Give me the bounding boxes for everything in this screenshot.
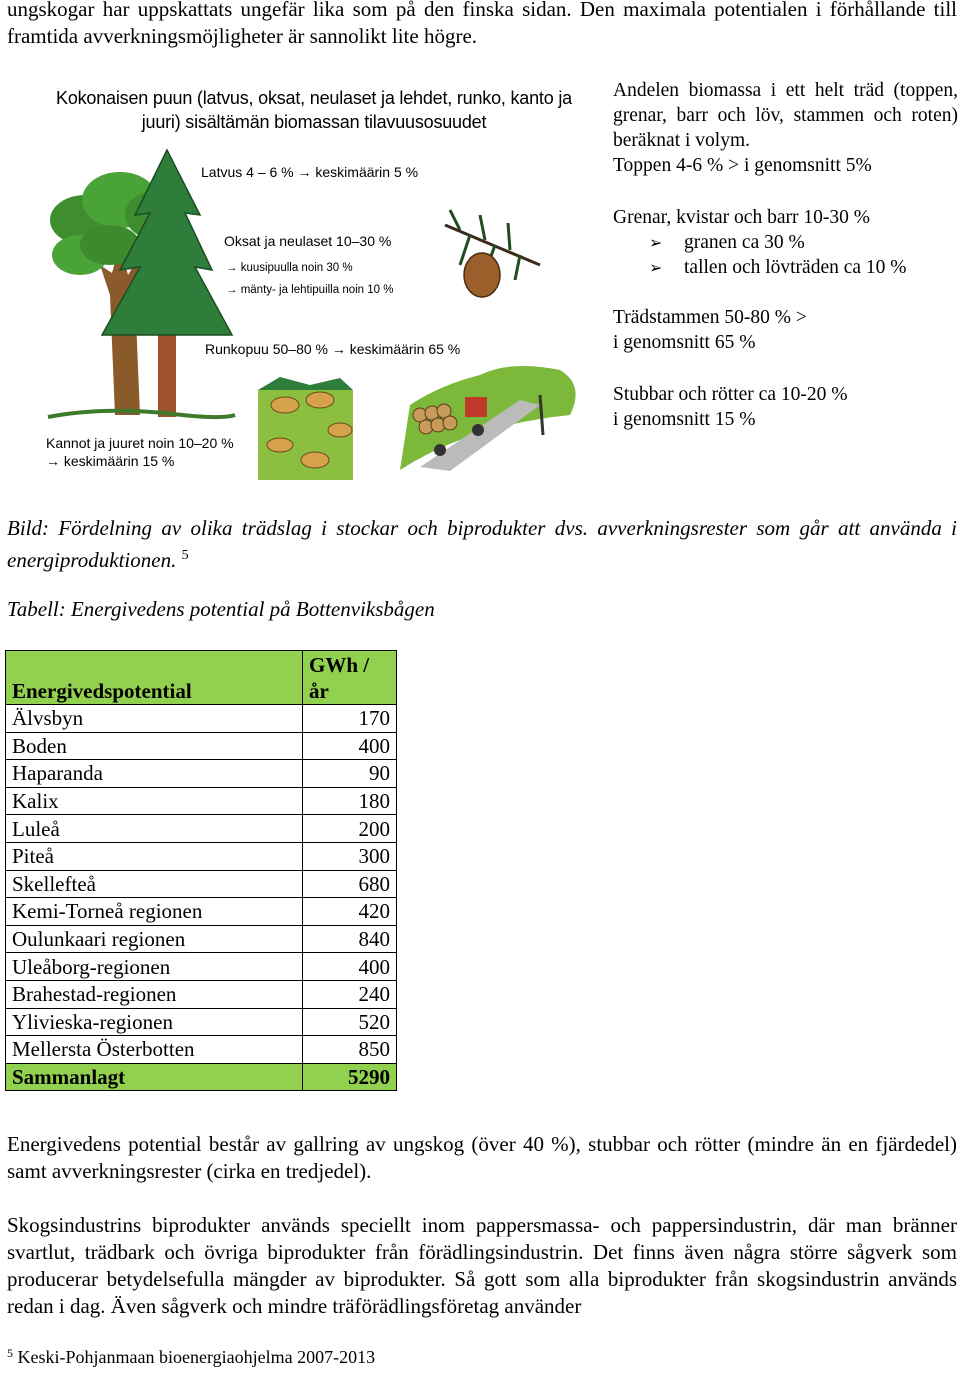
gwh-cell: 200 xyxy=(303,815,397,843)
region-cell: Kalix xyxy=(6,787,303,815)
gwh-cell: 680 xyxy=(303,870,397,898)
footnote-text: Keski-Pohjanmaan bioenergiaohjelma 2007-2013 xyxy=(17,1347,376,1367)
gwh-cell: 180 xyxy=(303,787,397,815)
region-cell: Piteå xyxy=(6,842,303,870)
right-stubb-2: i genomsnitt 15 % xyxy=(613,409,756,430)
right-intro: Andelen biomassa i ett helt träd (toppen, grenar, barr och löv, stammen och roten) beräknat i volym. xyxy=(613,80,958,151)
total-label-cell: Sammanlagt xyxy=(6,1063,303,1091)
region-cell: Haparanda xyxy=(6,760,303,788)
right-stubb-1: Stubbar och rötter ca 10-20 % xyxy=(613,384,848,405)
table-row xyxy=(6,870,397,898)
stumps-icon xyxy=(258,377,353,480)
region-cell: Skellefteå xyxy=(6,870,303,898)
table-row xyxy=(6,1008,397,1036)
paragraph-2: Skogsindustrins biprodukter används speciellt inom pappersmassa- och pappersindustrin, där man bränner svartlut, trädbark och övriga biprodukter från förädlingsindustrin. Det finns även några större sågverk som producerar betydelsefulla mängder av biprodukter. Så gott som alla biprodukter från skogsindustrin används redan i dag. Även sågverk och mindre träförädlingsföretag använder xyxy=(7,1213,957,1318)
region-cell: Ylivieska-regionen xyxy=(6,1008,303,1036)
region-cell: Brahestad-regionen xyxy=(6,980,303,1008)
energy-table xyxy=(5,650,397,1091)
table-row xyxy=(6,898,397,926)
table-row xyxy=(6,925,397,953)
table-row xyxy=(6,842,397,870)
table-row xyxy=(6,732,397,760)
tree-illustration xyxy=(40,145,610,485)
footnote-number: 5 xyxy=(7,1346,13,1360)
right-stam-2: i genomsnitt 65 % xyxy=(613,332,756,353)
label-kanto-1: Kannot ja juuret noin 10–20 % xyxy=(46,435,234,451)
region-cell: Oulunkaari regionen xyxy=(6,925,303,953)
label-kuusi: → kuusipuulla noin 30 % xyxy=(226,262,353,274)
gwh-cell: 840 xyxy=(303,925,397,953)
table-row xyxy=(6,1036,397,1064)
table-total-row xyxy=(6,1063,397,1091)
footnote-ref[interactable]: 5 xyxy=(181,548,189,563)
gwh-cell: 240 xyxy=(303,980,397,1008)
pine-branch-icon xyxy=(445,210,540,297)
gwh-cell: 520 xyxy=(303,1008,397,1036)
table-row xyxy=(6,787,397,815)
label-oksat: Oksat ja neulaset 10–30 % xyxy=(224,233,392,249)
label-latvus: Latvus 4 – 6 % → keskimäärin 5 % xyxy=(201,164,419,180)
gwh-cell: 420 xyxy=(303,898,397,926)
top-paragraph: ungskogar har uppskattats ungefär lika som på den finska sidan. Den maximala potentialen i förhållande till framtida avverkningsmöjligheter är sannolikt lite högre. xyxy=(7,0,957,48)
region-cell: Mellersta Österbotten xyxy=(6,1036,303,1064)
header-cell: Energivedspotential xyxy=(6,651,303,705)
table-row xyxy=(6,815,397,843)
label-manty: → mänty- ja lehtipuilla noin 10 % xyxy=(226,284,394,296)
label-kanto-2: → keskimäärin 15 % xyxy=(46,453,175,469)
total-value-cell: 5290 xyxy=(303,1063,397,1091)
header-cell: GWh / år xyxy=(303,651,397,705)
gwh-cell: 400 xyxy=(303,732,397,760)
bullet-tallen: ➢ tallen och lövträden ca 10 % xyxy=(649,257,907,278)
table-row xyxy=(6,980,397,1008)
gwh-cell: 400 xyxy=(303,953,397,981)
gwh-cell: 300 xyxy=(303,842,397,870)
right-column xyxy=(613,78,958,432)
region-cell: Älvsbyn xyxy=(6,705,303,733)
right-stam-1: Trädstammen 50-80 % > xyxy=(613,307,807,328)
bullet-granen: ➢ granen ca 30 % xyxy=(649,232,805,253)
table-row xyxy=(6,760,397,788)
paragraph-1: Energivedens potential består av gallring av ungskog (över 40 %), stubbar och rötter (mindre än en fjärdedel) samt avverkningsrester (cirka en tredjedel). xyxy=(7,1132,957,1183)
region-cell: Kemi-Torneå regionen xyxy=(6,898,303,926)
region-cell: Boden xyxy=(6,732,303,760)
gwh-cell: 90 xyxy=(303,760,397,788)
logging-truck-icon xyxy=(400,366,576,471)
table-caption: Tabell: Energivedens potential på Bottenviksbågen xyxy=(7,597,435,621)
region-cell: Uleåborg-regionen xyxy=(6,953,303,981)
right-toppen: Toppen 4-6 % > i genomsnitt 5% xyxy=(613,155,872,176)
arrow-bullet-icon: ➢ xyxy=(649,258,663,277)
table-header-row xyxy=(6,651,397,705)
gwh-cell: 170 xyxy=(303,705,397,733)
label-runko: Runkopuu 50–80 % → keskimäärin 65 % xyxy=(205,341,461,357)
figure-caption: Bild: Fördelning av olika trädslag i stockar och biprodukter dvs. avverkningsrester som går att använda i energiproduktionen. $^5$ xyxy=(7,516,957,572)
arrow-bullet-icon: ➢ xyxy=(649,233,663,252)
footnote xyxy=(7,1346,375,1368)
right-grenar: Grenar, kvistar och barr 10-30 % xyxy=(613,207,870,228)
region-cell: Luleå xyxy=(6,815,303,843)
table-row xyxy=(6,705,397,733)
figure-title: Kokonaisen puun (latvus, oksat, neulaset ja lehdet, runko, kanto ja juuri) sisältämän biomassan tilavuusosuudet xyxy=(56,88,572,132)
gwh-cell: 850 xyxy=(303,1036,397,1064)
table-row xyxy=(6,953,397,981)
